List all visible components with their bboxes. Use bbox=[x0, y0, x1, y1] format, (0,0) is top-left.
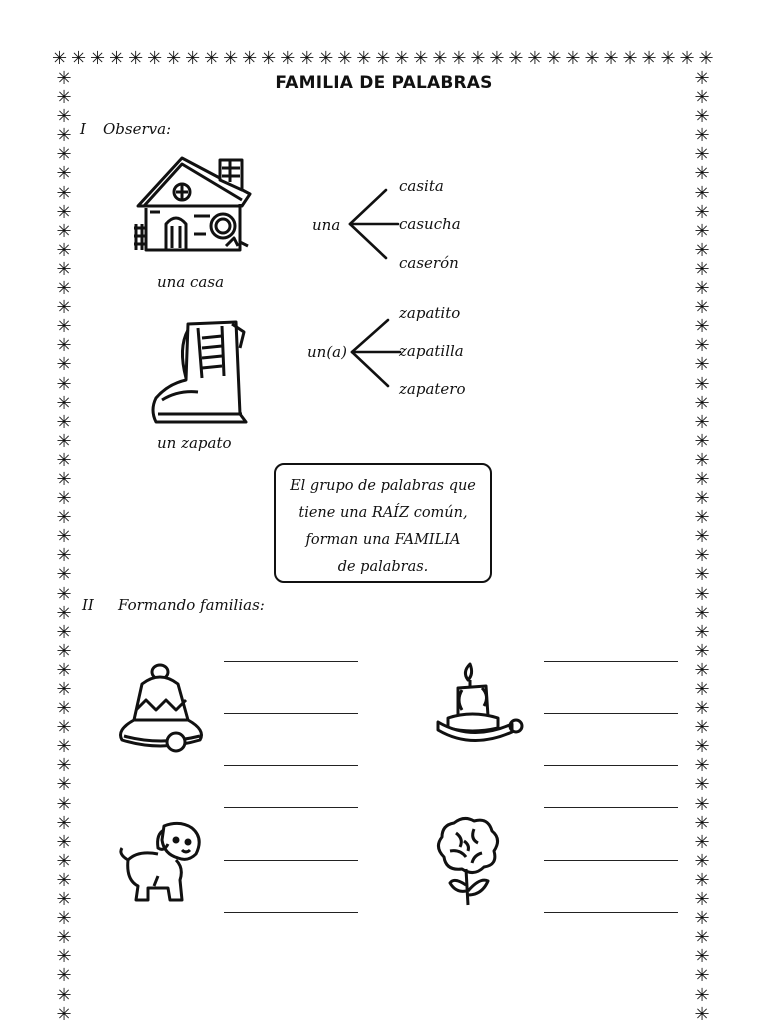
border-star: ✳ bbox=[694, 507, 710, 529]
word-casucha: casucha bbox=[399, 215, 461, 233]
border-star: ✳ bbox=[694, 831, 710, 853]
border-star: ✳ bbox=[318, 48, 334, 69]
house-icon bbox=[130, 150, 258, 266]
border-star: ✳ bbox=[56, 984, 72, 1006]
branch-lines-2 bbox=[348, 312, 402, 392]
border-star: ✳ bbox=[56, 908, 72, 930]
border-star: ✳ bbox=[694, 583, 710, 605]
border-star: ✳ bbox=[56, 182, 72, 204]
border-star: ✳ bbox=[56, 717, 72, 739]
border-star: ✳ bbox=[261, 48, 277, 69]
border-star: ✳ bbox=[694, 545, 710, 567]
house-caption: una casa bbox=[157, 273, 225, 291]
border-star: ✳ bbox=[56, 507, 72, 529]
border-star: ✳ bbox=[694, 850, 710, 872]
border-star: ✳ bbox=[641, 48, 657, 69]
border-star: ✳ bbox=[694, 927, 710, 949]
border-star: ✳ bbox=[56, 449, 72, 471]
border-star: ✳ bbox=[56, 831, 72, 853]
border-star: ✳ bbox=[694, 68, 710, 89]
border-star: ✳ bbox=[90, 48, 106, 69]
border-star: ✳ bbox=[185, 48, 201, 69]
dog-icon bbox=[118, 820, 208, 906]
candle-icon bbox=[432, 660, 528, 752]
border-star: ✳ bbox=[470, 48, 486, 69]
border-star: ✳ bbox=[694, 449, 710, 471]
border-star: ✳ bbox=[56, 927, 72, 949]
bell-icon bbox=[116, 660, 210, 756]
border-star: ✳ bbox=[56, 201, 72, 223]
border-star: ✳ bbox=[56, 163, 72, 185]
border-star: ✳ bbox=[56, 545, 72, 567]
border-star: ✳ bbox=[694, 869, 710, 891]
border-star: ✳ bbox=[694, 297, 710, 319]
border-star: ✳ bbox=[56, 526, 72, 548]
border-star: ✳ bbox=[56, 488, 72, 510]
border-star: ✳ bbox=[508, 48, 524, 69]
border-star: ✳ bbox=[694, 182, 710, 204]
section2-numeral: II bbox=[82, 596, 94, 614]
border-star: ✳ bbox=[660, 48, 676, 69]
border-star: ✳ bbox=[527, 48, 543, 69]
border-star: ✳ bbox=[56, 297, 72, 319]
border-star: ✳ bbox=[694, 335, 710, 357]
border-star: ✳ bbox=[694, 106, 710, 128]
answer-line-candle-3[interactable] bbox=[544, 765, 678, 766]
border-star: ✳ bbox=[109, 48, 125, 69]
border-star: ✳ bbox=[694, 755, 710, 777]
border-star: ✳ bbox=[299, 48, 315, 69]
border-star: ✳ bbox=[280, 48, 296, 69]
border-star: ✳ bbox=[56, 793, 72, 815]
answer-line-candle-1[interactable] bbox=[544, 661, 678, 662]
border-star: ✳ bbox=[694, 201, 710, 223]
border-star: ✳ bbox=[56, 354, 72, 376]
border-star: ✳ bbox=[694, 621, 710, 643]
border-star: ✳ bbox=[694, 965, 710, 987]
definition-line-2: tiene una RAÍZ común, bbox=[298, 505, 468, 521]
border-star: ✳ bbox=[694, 373, 710, 395]
border-star: ✳ bbox=[56, 602, 72, 624]
word-zapatito: zapatito bbox=[399, 304, 461, 322]
border-star: ✳ bbox=[694, 1003, 710, 1025]
answer-line-dog-3[interactable] bbox=[224, 912, 358, 913]
border-star: ✳ bbox=[56, 411, 72, 433]
border-star: ✳ bbox=[694, 602, 710, 624]
section1-label: Observa: bbox=[103, 120, 172, 138]
border-star: ✳ bbox=[56, 698, 72, 720]
border-star: ✳ bbox=[56, 621, 72, 643]
border-star: ✳ bbox=[413, 48, 429, 69]
border-star: ✳ bbox=[56, 278, 72, 300]
border-star: ✳ bbox=[694, 430, 710, 452]
border-star: ✳ bbox=[56, 258, 72, 280]
border-star: ✳ bbox=[56, 736, 72, 758]
top-border bbox=[52, 50, 714, 68]
border-star: ✳ bbox=[56, 144, 72, 166]
definition-line-1: El grupo de palabras que bbox=[290, 478, 476, 494]
border-star: ✳ bbox=[56, 640, 72, 662]
right-border bbox=[692, 70, 712, 1024]
border-star: ✳ bbox=[603, 48, 619, 69]
border-star: ✳ bbox=[694, 793, 710, 815]
border-star: ✳ bbox=[694, 125, 710, 147]
border-star: ✳ bbox=[694, 411, 710, 433]
answer-line-candle-2[interactable] bbox=[544, 713, 678, 714]
border-star: ✳ bbox=[694, 698, 710, 720]
border-star: ✳ bbox=[56, 755, 72, 777]
border-star: ✳ bbox=[52, 48, 68, 69]
border-star: ✳ bbox=[694, 679, 710, 700]
border-star: ✳ bbox=[694, 946, 710, 968]
boot-caption: un zapato bbox=[157, 434, 232, 452]
article-una-2: un(a) bbox=[307, 343, 347, 361]
word-zapatilla: zapatilla bbox=[399, 342, 464, 360]
answer-line-bell-1[interactable] bbox=[224, 661, 358, 662]
flower-icon bbox=[434, 815, 504, 907]
answer-line-flower-1[interactable] bbox=[544, 807, 678, 808]
border-star: ✳ bbox=[56, 335, 72, 357]
border-star: ✳ bbox=[56, 239, 72, 261]
border-star: ✳ bbox=[356, 48, 372, 69]
border-star: ✳ bbox=[694, 984, 710, 1006]
border-star: ✳ bbox=[694, 908, 710, 930]
border-star: ✳ bbox=[56, 679, 72, 700]
boot-icon bbox=[148, 318, 252, 430]
border-star: ✳ bbox=[694, 812, 710, 834]
border-star: ✳ bbox=[694, 392, 710, 414]
section2-label: Formando familias: bbox=[118, 596, 265, 614]
border-star: ✳ bbox=[694, 640, 710, 662]
border-star: ✳ bbox=[694, 468, 710, 490]
border-star: ✳ bbox=[698, 48, 714, 69]
border-star: ✳ bbox=[56, 583, 72, 605]
border-star: ✳ bbox=[694, 488, 710, 510]
definition-line-4: de palabras. bbox=[337, 559, 429, 575]
border-star: ✳ bbox=[56, 373, 72, 395]
border-star: ✳ bbox=[223, 48, 239, 69]
word-casita: casita bbox=[399, 177, 444, 195]
border-star: ✳ bbox=[337, 48, 353, 69]
border-star: ✳ bbox=[694, 278, 710, 300]
border-star: ✳ bbox=[71, 48, 87, 69]
border-star: ✳ bbox=[432, 48, 448, 69]
border-star: ✳ bbox=[546, 48, 562, 69]
border-star: ✳ bbox=[565, 48, 581, 69]
border-star: ✳ bbox=[694, 316, 710, 338]
border-star: ✳ bbox=[56, 812, 72, 834]
border-star: ✳ bbox=[694, 87, 710, 109]
border-star: ✳ bbox=[56, 1003, 72, 1025]
border-star: ✳ bbox=[694, 659, 710, 681]
border-star: ✳ bbox=[56, 564, 72, 586]
border-star: ✳ bbox=[56, 869, 72, 891]
definition-box bbox=[274, 463, 492, 583]
border-star: ✳ bbox=[375, 48, 391, 69]
border-star: ✳ bbox=[694, 144, 710, 166]
border-star: ✳ bbox=[56, 946, 72, 968]
border-star: ✳ bbox=[694, 220, 710, 242]
border-star: ✳ bbox=[622, 48, 638, 69]
branch-lines-1 bbox=[344, 184, 400, 264]
border-star: ✳ bbox=[56, 106, 72, 128]
answer-line-flower-3[interactable] bbox=[544, 912, 678, 913]
border-star: ✳ bbox=[56, 430, 72, 452]
answer-line-dog-1[interactable] bbox=[224, 807, 358, 808]
section1-numeral: I bbox=[80, 120, 86, 138]
definition-line-3: forman una FAMILIA bbox=[305, 532, 461, 548]
answer-line-dog-2[interactable] bbox=[224, 860, 358, 861]
border-star: ✳ bbox=[56, 659, 72, 681]
border-star: ✳ bbox=[694, 774, 710, 796]
border-star: ✳ bbox=[394, 48, 410, 69]
border-star: ✳ bbox=[584, 48, 600, 69]
border-star: ✳ bbox=[694, 526, 710, 548]
page-title: FAMILIA DE PALABRAS bbox=[275, 73, 493, 93]
word-zapatero: zapatero bbox=[399, 380, 466, 398]
answer-line-flower-2[interactable] bbox=[544, 860, 678, 861]
border-star: ✳ bbox=[204, 48, 220, 69]
border-star: ✳ bbox=[694, 717, 710, 739]
border-star: ✳ bbox=[56, 965, 72, 987]
border-star: ✳ bbox=[56, 316, 72, 338]
border-star: ✳ bbox=[694, 239, 710, 261]
border-star: ✳ bbox=[694, 163, 710, 185]
border-star: ✳ bbox=[128, 48, 144, 69]
border-star: ✳ bbox=[679, 48, 695, 69]
border-star: ✳ bbox=[56, 468, 72, 490]
border-star: ✳ bbox=[451, 48, 467, 69]
answer-line-bell-3[interactable] bbox=[224, 765, 358, 766]
border-star: ✳ bbox=[147, 48, 163, 69]
border-star: ✳ bbox=[242, 48, 258, 69]
border-star: ✳ bbox=[694, 564, 710, 586]
border-star: ✳ bbox=[56, 220, 72, 242]
border-star: ✳ bbox=[56, 125, 72, 147]
answer-line-bell-2[interactable] bbox=[224, 713, 358, 714]
border-star: ✳ bbox=[56, 68, 72, 89]
border-star: ✳ bbox=[694, 736, 710, 758]
word-caseron: caserón bbox=[399, 254, 459, 272]
border-star: ✳ bbox=[166, 48, 182, 69]
border-star: ✳ bbox=[489, 48, 505, 69]
border-star: ✳ bbox=[56, 392, 72, 414]
border-star: ✳ bbox=[56, 87, 72, 109]
border-star: ✳ bbox=[56, 889, 72, 911]
border-star: ✳ bbox=[56, 850, 72, 872]
border-star: ✳ bbox=[694, 889, 710, 911]
article-una: una bbox=[312, 216, 341, 234]
border-star: ✳ bbox=[56, 774, 72, 796]
border-star: ✳ bbox=[694, 258, 710, 280]
border-star: ✳ bbox=[694, 354, 710, 376]
left-border bbox=[54, 70, 74, 1024]
